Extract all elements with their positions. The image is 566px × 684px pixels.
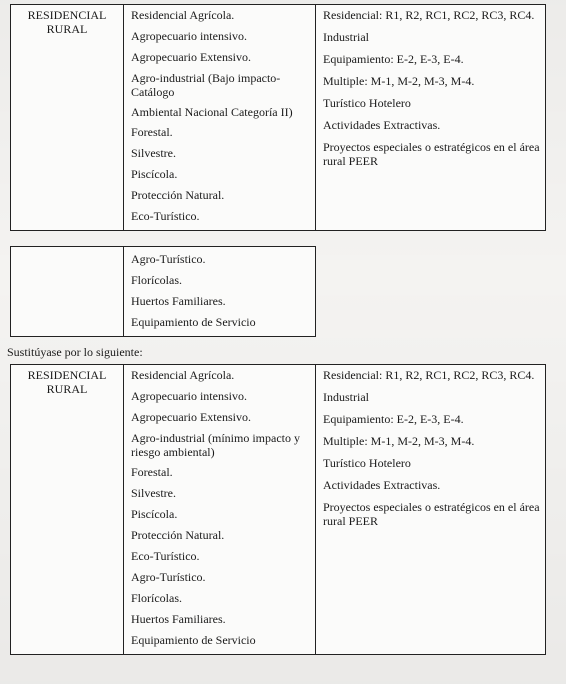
category-label: RESIDENCIAL RURAL bbox=[27, 8, 107, 36]
original-zoning-table bbox=[10, 4, 546, 231]
list-item: Piscícola. bbox=[131, 507, 178, 521]
list-item: Eco-Turístico. bbox=[131, 549, 200, 563]
list-item: Agropecuario intensivo. bbox=[131, 29, 247, 43]
table-row bbox=[11, 365, 546, 655]
uses-cell bbox=[124, 247, 316, 337]
list-item: Equipamiento: E-2, E-3, E-4. bbox=[323, 412, 464, 426]
list-item: Agro-Turístico. bbox=[131, 252, 206, 266]
list-item: Residencial: R1, R2, RC1, RC2, RC3, RC4. bbox=[323, 368, 535, 382]
list-item: Actividades Extractivas. bbox=[323, 478, 441, 492]
list-item: Silvestre. bbox=[131, 486, 176, 500]
list-item: Industrial bbox=[323, 390, 369, 404]
list-item: Multiple: M-1, M-2, M-3, M-4. bbox=[323, 434, 475, 448]
list-item: Huertos Familiares. bbox=[131, 612, 226, 626]
list-item: Proyectos especiales o estratégicos en el área rural PEER bbox=[323, 500, 540, 528]
list-item: Proyectos especiales o estratégicos en el área rural PEER bbox=[323, 140, 540, 168]
list-item: Protección Natural. bbox=[131, 188, 225, 202]
list-item: Piscícola. bbox=[131, 167, 178, 181]
list-item: Forestal. bbox=[131, 125, 173, 139]
original-continuation-table bbox=[10, 246, 316, 337]
list-item: Huertos Familiares. bbox=[131, 294, 226, 308]
table-row bbox=[11, 5, 546, 231]
list-item: Eco-Turístico. bbox=[131, 209, 200, 223]
category-cell bbox=[11, 365, 124, 655]
category-label: RESIDENCIAL RURAL bbox=[27, 368, 107, 396]
replacement-zoning-table bbox=[10, 364, 546, 655]
zones-cell bbox=[316, 5, 546, 231]
list-item: Silvestre. bbox=[131, 146, 176, 160]
table-row bbox=[11, 247, 316, 337]
list-item: Agropecuario Extensivo. bbox=[131, 50, 251, 64]
list-item: Equipamiento de Servicio bbox=[131, 633, 256, 647]
list-item: Residencial: R1, R2, RC1, RC2, RC3, RC4. bbox=[323, 8, 535, 22]
list-item: Residencial Agrícola. bbox=[131, 8, 235, 22]
uses-cell bbox=[124, 5, 316, 231]
list-item: Agro-industrial (Bajo impacto-Catálogo bbox=[131, 71, 281, 99]
list-item: Turístico Hotelero bbox=[323, 96, 411, 110]
list-item: Agropecuario Extensivo. bbox=[131, 410, 251, 424]
list-item: Agro-Turístico. bbox=[131, 570, 206, 584]
zones-cell bbox=[316, 365, 546, 655]
replacement-intro: Sustitúyase por lo siguiente: bbox=[7, 345, 143, 359]
list-item: Agro-industrial (mínimo impacto y riesgo ambiental) bbox=[131, 431, 300, 459]
category-cell bbox=[11, 247, 124, 337]
list-item: Florícolas. bbox=[131, 591, 182, 605]
list-item: Multiple: M-1, M-2, M-3, M-4. bbox=[323, 74, 475, 88]
list-item: Protección Natural. bbox=[131, 528, 225, 542]
list-item: Industrial bbox=[323, 30, 369, 44]
list-item: Ambiental Nacional Categoría II) bbox=[131, 105, 293, 119]
list-item: Forestal. bbox=[131, 465, 173, 479]
category-cell bbox=[11, 5, 124, 231]
list-item: Florícolas. bbox=[131, 273, 182, 287]
list-item: Equipamiento: E-2, E-3, E-4. bbox=[323, 52, 464, 66]
list-item: Residencial Agrícola. bbox=[131, 368, 235, 382]
list-item: Actividades Extractivas. bbox=[323, 118, 441, 132]
list-item: Equipamiento de Servicio bbox=[131, 315, 256, 329]
uses-cell bbox=[124, 365, 316, 655]
list-item: Agropecuario intensivo. bbox=[131, 389, 247, 403]
list-item: Turístico Hotelero bbox=[323, 456, 411, 470]
